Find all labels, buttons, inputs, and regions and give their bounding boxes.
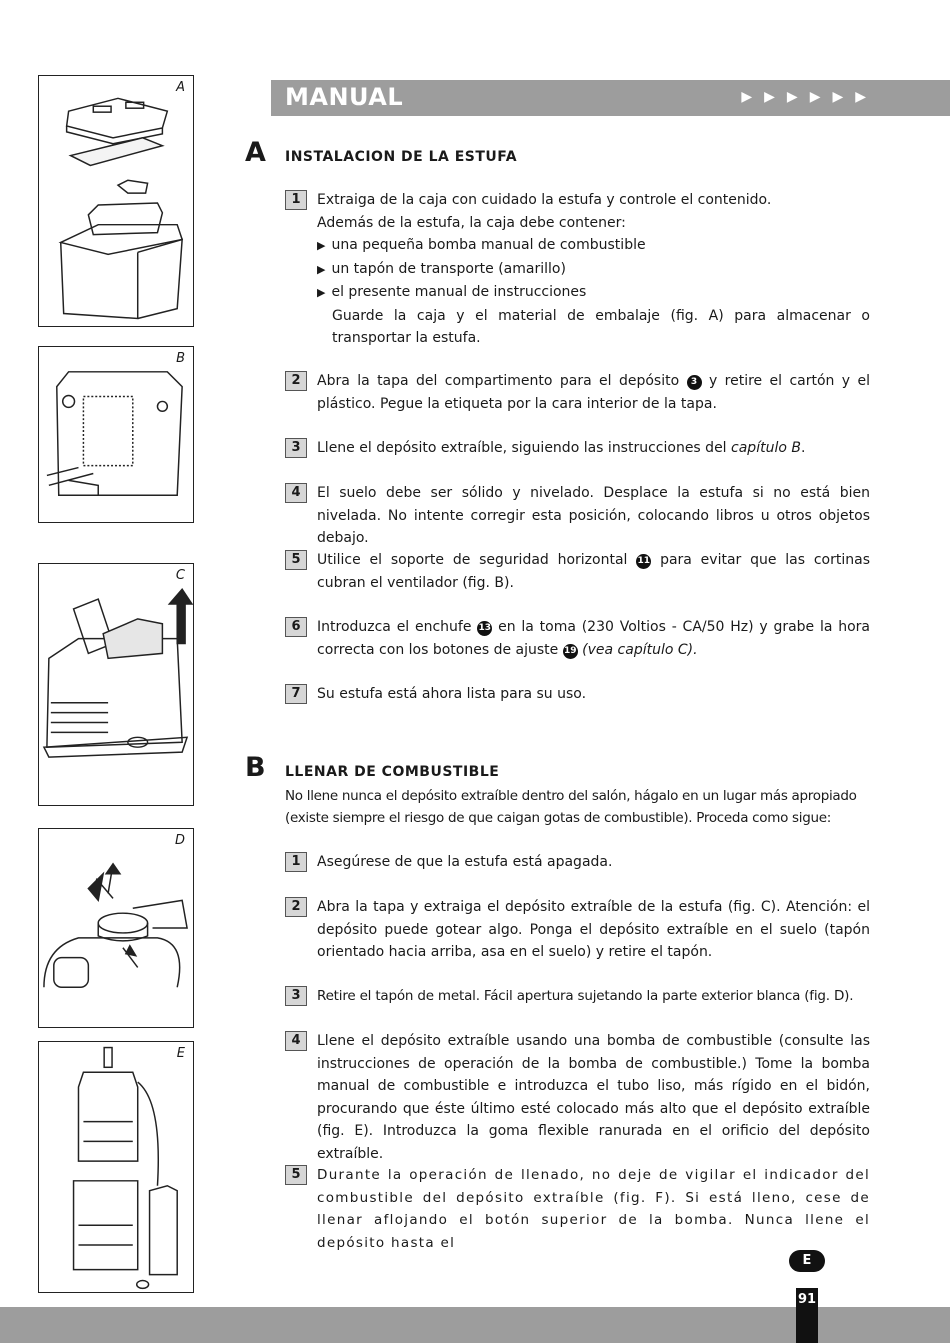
reference-number: 11 bbox=[636, 554, 651, 569]
step-text: para evitar que las cortinas cubran el ventilador (fig. B). bbox=[317, 552, 870, 591]
step-text: . bbox=[800, 440, 806, 456]
page-number: 91 bbox=[796, 1288, 818, 1343]
step-number: 6 bbox=[285, 617, 307, 637]
step-text: Introduzca el enchufe bbox=[317, 619, 472, 635]
step-text: El suelo debe ser sólido y nivelado. Desplace la estufa si no está bien nivelada. No intente corregir esta posición, colocando libros u otros objetos debajo. bbox=[317, 485, 870, 546]
step-number: 2 bbox=[285, 371, 307, 391]
section-intro: No llene nunca el depósito extraíble dentro del salón, hágalo en un lugar más apropiado (existe siempre el riesgo de que caigan gotas de combustible). Proceda como sigue: bbox=[285, 788, 857, 826]
reference-number: 19 bbox=[563, 644, 578, 659]
step-item bbox=[285, 616, 870, 661]
section-title: LLENAR DE COMBUSTIBLE bbox=[285, 764, 500, 780]
step-number: 4 bbox=[285, 1031, 307, 1051]
tank-removal-illustration bbox=[39, 564, 193, 805]
bullet-item: ▶ una pequeña bomba manual de combustible bbox=[317, 234, 870, 258]
step-item bbox=[285, 370, 870, 415]
heater-box-illustration bbox=[39, 76, 193, 326]
chapter-reference: capítulo B bbox=[731, 440, 801, 456]
step-text: Retire el tapón de metal. Fácil apertura sujetando la parte exterior blanca (fig. D). bbox=[317, 988, 854, 1004]
step-number: 7 bbox=[285, 684, 307, 704]
step-number: 5 bbox=[285, 550, 307, 570]
step-item bbox=[285, 1030, 870, 1165]
step-item bbox=[285, 549, 870, 594]
arrow-decoration-icon: ▶▶▶▶▶▶ bbox=[741, 89, 878, 105]
section-letter: A bbox=[245, 137, 266, 168]
step-number: 1 bbox=[285, 852, 307, 872]
heater-rear-illustration bbox=[39, 347, 193, 522]
pump-filling-illustration bbox=[39, 1042, 193, 1292]
header-bar bbox=[271, 80, 950, 116]
page-title: MANUAL bbox=[285, 83, 404, 111]
cap-removal-illustration bbox=[39, 829, 193, 1027]
language-badge: E bbox=[789, 1250, 825, 1272]
step-item bbox=[285, 851, 870, 874]
step-number: 3 bbox=[285, 438, 307, 458]
reference-number: 3 bbox=[687, 375, 702, 390]
step-text: Llene el depósito extraíble usando una bomba de combustible (consulte las instrucciones de operación de la bomba de combustible.) Tome la bomba manual de combustible e introduzca el tubo liso, más rígido en el bidón, procurando que éste último esté colocado más alto que el depósito extraíble (fig. E). Introduzca la goma flexible ranurada en el orificio del depósito extraíble. bbox=[317, 1033, 870, 1162]
figure-label: C bbox=[175, 568, 185, 583]
figure-a bbox=[38, 75, 194, 327]
bullet-item: ▶ un tapón de transporte (amarillo) bbox=[317, 258, 870, 282]
figure-label: B bbox=[176, 351, 185, 366]
figure-label: E bbox=[176, 1046, 185, 1061]
step-text: Además de la estufa, la caja debe contener: bbox=[317, 214, 626, 231]
figure-label: A bbox=[176, 80, 185, 95]
step-text: Extraiga de la caja con cuidado la estufa y controle el contenido. bbox=[317, 192, 772, 208]
step-text: Abra la tapa del compartimento para el depósito bbox=[317, 373, 680, 389]
step-item bbox=[285, 896, 870, 964]
step-text: Su estufa está ahora lista para su uso. bbox=[317, 686, 587, 702]
step-item bbox=[285, 482, 870, 550]
step-text: Utilice el soporte de seguridad horizontal bbox=[317, 552, 628, 568]
reference-number: 13 bbox=[477, 621, 492, 636]
section-letter: B bbox=[245, 752, 266, 783]
step-item bbox=[285, 189, 870, 350]
step-text: y retire el cartón y el plástico. Pegue la etiqueta por la cara interior de la tapa. bbox=[317, 373, 870, 412]
figure-d bbox=[38, 828, 194, 1028]
step-item bbox=[285, 437, 870, 460]
figure-b bbox=[38, 346, 194, 523]
step-number: 4 bbox=[285, 483, 307, 503]
figure-label: D bbox=[174, 833, 185, 848]
step-text: Durante la operación de llenado, no deje de vigilar el indicador del combustible del depósito extraíble (fig. F). Si está lleno, cese de llenar aflojando el botón superior de la bomba. Nunca llene el depósito hasta el bbox=[317, 1167, 870, 1251]
step-number: 5 bbox=[285, 1165, 307, 1185]
step-number: 2 bbox=[285, 897, 307, 917]
step-text: Guarde la caja y el material de embalaje (fig. A) para almacenar o transportar la estufa. bbox=[332, 307, 870, 346]
step-number: 1 bbox=[285, 190, 307, 210]
chapter-reference: (vea capítulo C). bbox=[582, 641, 698, 658]
step-item bbox=[285, 985, 870, 1008]
step-number: 3 bbox=[285, 986, 307, 1006]
figure-e bbox=[38, 1041, 194, 1293]
bullet-item: ▶ el presente manual de instrucciones bbox=[317, 281, 870, 305]
step-item bbox=[285, 1164, 870, 1254]
step-text: Abra la tapa y extraiga el depósito extraíble de la estufa (fig. C). Atención: el depósito puede gotear algo. Ponga el depósito extraíble en el suelo (tapón orientado hacia arriba, asa en el suelo) y retire el tapón. bbox=[317, 899, 870, 960]
step-item bbox=[285, 683, 870, 706]
step-text: en la toma (230 Voltios - CA/50 Hz) y grabe la hora correcta con los botones de ajuste bbox=[317, 619, 871, 658]
section-title: INSTALACION DE LA ESTUFA bbox=[285, 149, 518, 165]
figure-c bbox=[38, 563, 194, 806]
step-text: Asegúrese de que la estufa está apagada. bbox=[317, 854, 613, 870]
step-text: Llene el depósito extraíble, siguiendo las instrucciones del bbox=[317, 440, 727, 456]
